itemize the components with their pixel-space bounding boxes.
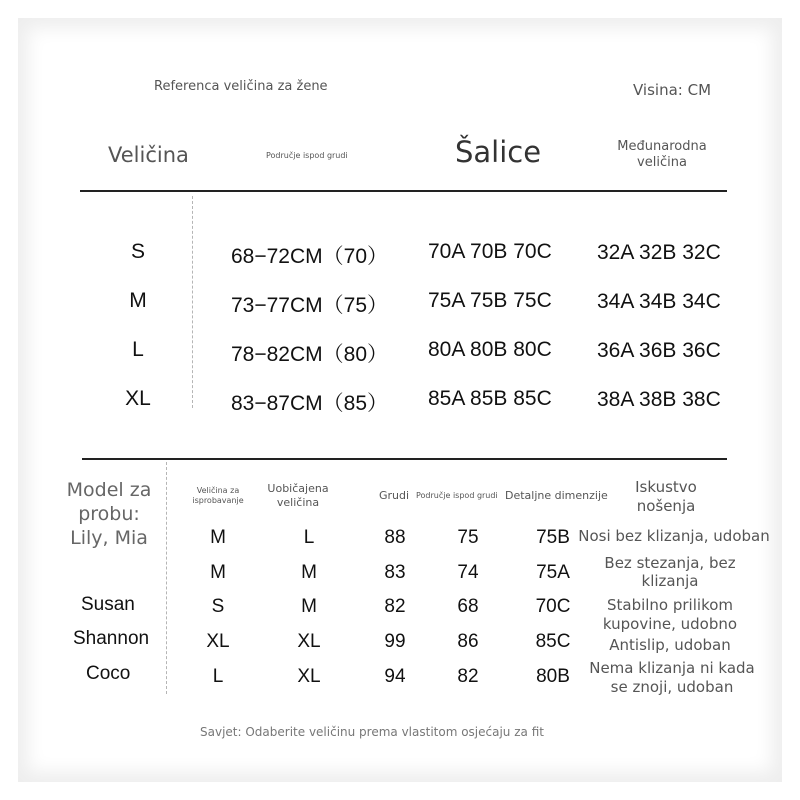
experience-cell: Bez stezanja, bez klizanja: [604, 554, 736, 590]
international-cell: 34A 34B 34C: [597, 290, 721, 313]
usual-size-cell: M: [301, 596, 317, 617]
detail-cell: 85C: [535, 631, 571, 652]
header-size: Veličina: [108, 143, 189, 167]
experience-cell: Nosi bez klizanja, udoban: [578, 527, 770, 545]
model-column-separator: [166, 462, 167, 694]
tried-size-cell: M: [210, 562, 226, 583]
detail-cell: 80B: [536, 666, 570, 687]
size-cell: XL: [125, 387, 151, 410]
model-name-cell: Susan: [81, 594, 135, 615]
header-detail: Detaljne dimenzije: [505, 489, 608, 502]
section-divider: [82, 458, 727, 460]
tried-size-cell: M: [210, 527, 226, 548]
underbust-cell: 83−87CM（85）: [231, 392, 388, 415]
detail-cell: 75B: [536, 527, 570, 548]
cups-cell: 80A 80B 80C: [428, 338, 552, 361]
chart-title: Referenca veličina za žene: [154, 79, 328, 94]
tried-size-cell: S: [211, 596, 225, 617]
footer-tip: Savjet: Odaberite veličinu prema vlastitom osjećaju za fit: [200, 725, 544, 739]
header-cups: Šalice: [455, 135, 542, 169]
bust-cell: 94: [384, 666, 406, 687]
size-cell: S: [130, 240, 145, 263]
size-cell: L: [132, 338, 144, 361]
usual-size-cell: L: [303, 527, 315, 548]
international-cell: 32A 32B 32C: [597, 241, 721, 264]
underbust-cell: 86: [457, 631, 479, 652]
header-bust: Grudi: [379, 489, 410, 502]
header-model-underbust: Područje ispod grudi: [416, 491, 498, 500]
experience-cell: Antislip, udoban: [609, 636, 731, 654]
column-separator: [192, 196, 193, 408]
header-experience: Iskustvo nošenja: [635, 478, 697, 515]
bust-cell: 82: [384, 596, 406, 617]
header-international: Međunarodna veličina: [617, 139, 707, 170]
model-name-cell: Shannon: [73, 628, 150, 649]
detail-cell: 75A: [536, 562, 570, 583]
underbust-cell: 75: [457, 527, 479, 548]
detail-cell: 70C: [535, 596, 571, 617]
tried-size-cell: L: [212, 666, 224, 687]
underbust-cell: 68: [457, 596, 479, 617]
usual-size-cell: M: [301, 562, 317, 583]
international-cell: 36A 36B 36C: [597, 339, 721, 362]
cups-cell: 75A 75B 75C: [428, 289, 552, 312]
unit-label: Visina: CM: [633, 81, 712, 99]
usual-size-cell: XL: [297, 631, 321, 652]
header-tried-size: Veličina za isprobavanje: [192, 486, 244, 505]
header-underbust: Područje ispod grudi: [266, 151, 348, 160]
cups-cell: 70A 70B 70C: [428, 240, 552, 263]
underbust-cell: 74: [457, 562, 479, 583]
underbust-cell: 82: [457, 666, 479, 687]
cups-cell: 85A 85B 85C: [428, 387, 552, 410]
underbust-cell: 73−77CM（75）: [231, 294, 388, 317]
international-cell: 38A 38B 38C: [597, 388, 721, 411]
header-divider: [80, 190, 727, 192]
header-usual-size: Uobičajena veličina: [267, 482, 329, 509]
size-cell: M: [129, 289, 147, 312]
model-corner-label: Model za probu: Lily, Mia: [66, 479, 152, 549]
bust-cell: 83: [384, 562, 406, 583]
usual-size-cell: XL: [297, 666, 321, 687]
experience-cell: Stabilno prilikom kupovine, udobno: [602, 596, 738, 633]
underbust-cell: 68−72CM（70）: [231, 245, 388, 268]
bust-cell: 88: [384, 527, 406, 548]
underbust-cell: 78−82CM（80）: [231, 343, 388, 366]
bust-cell: 99: [384, 631, 406, 652]
tried-size-cell: XL: [206, 631, 230, 652]
model-name-cell: Coco: [86, 663, 131, 684]
experience-cell: Nema klizanja ni kada se znoji, udoban: [589, 659, 755, 696]
